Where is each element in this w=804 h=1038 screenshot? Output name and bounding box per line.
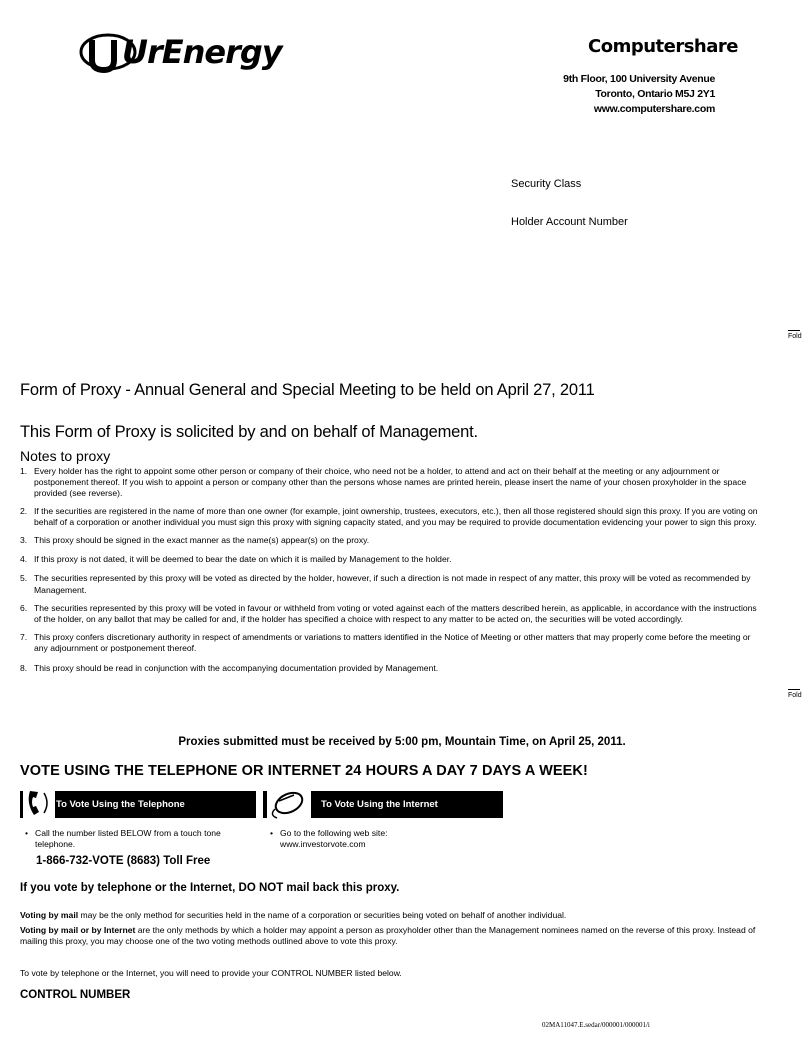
list-item: 7. This proxy confers discretionary authority in respect of amendments or variations to matters identified in the Notice of Meeting or other matters that may properly come before the meeting or any adjournment or postponement thereof. — [20, 632, 751, 654]
issuer-address — [563, 72, 715, 117]
list-item: 5. The securities represented by this proxy will be voted as directed by the holder, however, if such a direction is not made in respect of any matter, this proxy will be voted as recommended by Management. — [20, 573, 751, 595]
mail-voting-paragraph: Voting by mail may be the only method for securities held in the name of a corporation or securities being voted on behalf of another individual. — [20, 910, 567, 920]
notes-list — [20, 466, 765, 674]
holder-account-label: Holder Account Number — [511, 216, 628, 228]
vote-heading: VOTE USING THE TELEPHONE OR INTERNET 24 HOURS A DAY 7 DAYS A WEEK! — [20, 763, 588, 779]
list-item: 8. This proxy should be read in conjunction with the accompanying documentation provided by Management. — [20, 662, 439, 673]
urenergy-logo — [78, 28, 282, 78]
internet-bar-label: To Vote Using the Internet — [321, 799, 438, 810]
telephone-vote-bar — [20, 791, 256, 818]
list-item: 4. If this proxy is not dated, it will be deemed to bear the date on which it is mailed by Management to the holder. — [20, 554, 452, 565]
list-item: 3. This proxy should be signed in the exact manner as the name(s) appear(s) on the proxy. — [20, 535, 370, 546]
list-item: 1. Every holder has the right to appoint some other person or company of their choice, who need not be a holder, to attend and act on their behalf at the meeting or any adjournment or postponement thereof. If you wish to appoint a person or company other than the persons whose names are printed herein, please insert the name of your chosen proxyholder in the space provided (see reverse). — [20, 466, 747, 499]
voting-website-link[interactable]: www.investorvote.com — [280, 838, 366, 849]
computershare-logo: Computershare — [588, 36, 738, 57]
mouse-icon — [267, 785, 311, 821]
do-not-mail-notice: If you vote by telephone or the Internet, DO NOT mail back this proxy. — [20, 882, 400, 894]
list-item: 2. If the securities are registered in the name of more than one owner (for example, joint ownership, trustees, executors, etc.), then all those registered should sign this proxy. If you are voting on behalf of a corporation or another individual you must sign this proxy with signing capacity stated, and you may be required to provide documentation evidencing your power to sign this proxy. — [20, 505, 758, 527]
page-subtitle: This Form of Proxy is solicited by and on behalf of Management. — [20, 423, 478, 441]
list-item: 6. The securities represented by this proxy will be voted in favour or withheld from voting or voted against each of the matters described herein, as applicable, in accordance with the instructions of the holder, on any ballot that may be called for and, if the holder has specified a choice with respect to any matter to be acted on, the securities will be voted accordingly. — [20, 602, 757, 625]
deadline-notice: Proxies submitted must be received by 5:00 pm, Mountain Time, on April 25, 2011. — [178, 736, 626, 748]
security-class-label: Security Class — [511, 178, 582, 190]
fold-mark: Fold — [788, 689, 802, 700]
fold-mark: Fold — [788, 330, 802, 341]
mail-internet-paragraph: Voting by mail or by Internet are the only methods by which a holder may appoint a person as proxyholder other than the Management nominees named on the reverse of this proxy. Instead of mailing this proxy, you may choose one of the two voting methods outlined above to vote this proxy. — [20, 925, 756, 946]
footer-code: 02MA11047.E.sedar/000001/000001/i — [542, 1021, 650, 1029]
telephone-bar-label: To Vote Using the Telephone — [56, 799, 185, 810]
control-number-label: CONTROL NUMBER — [20, 989, 131, 1001]
control-number-intro: To vote by telephone or the Internet, you will need to provide your CONTROL NUMBER listed below. — [20, 968, 402, 978]
telephone-icon — [22, 785, 56, 821]
address-line: www.computershare.com — [593, 103, 715, 115]
telephone-instructions: • Call the number listed BELOW from a touch tone telephone. — [25, 828, 221, 849]
address-line: Toronto, Ontario M5J 2Y1 — [595, 88, 715, 100]
page-title: Form of Proxy - Annual General and Special Meeting to be held on April 27, 2011 — [20, 381, 595, 399]
address-line: 9th Floor, 100 University Avenue — [563, 73, 715, 85]
toll-free-number: 1-866-732-VOTE (8683) Toll Free — [36, 855, 211, 867]
internet-instructions: • Go to the following web site: www.investorvote.com — [270, 828, 388, 849]
internet-vote-bar — [263, 791, 503, 818]
logo-text: UrEnergy — [122, 33, 282, 71]
notes-heading: Notes to proxy — [20, 448, 111, 464]
